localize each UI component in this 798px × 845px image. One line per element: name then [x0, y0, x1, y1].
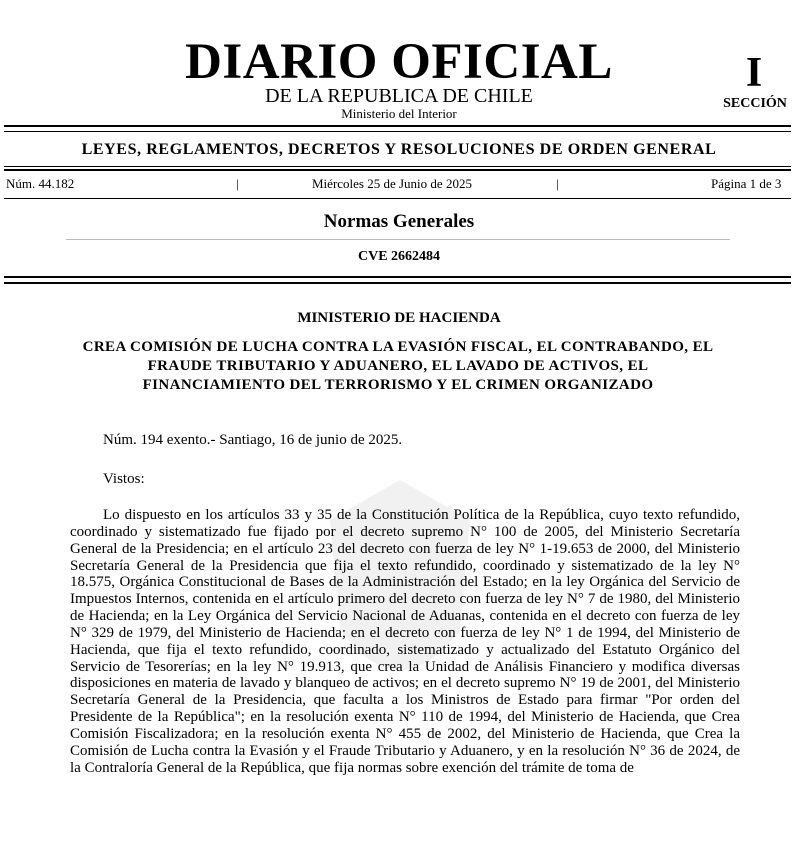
page-indicator: Página 1 de 3: [711, 176, 782, 191]
info-rule-bottom: [4, 198, 791, 199]
issuing-department: MINISTERIO DE HACIENDA: [297, 310, 501, 326]
cve-code: CVE 2662484: [357, 249, 441, 264]
newspaper-title: DIARIO OFICIAL: [185, 34, 613, 90]
section-numeral: I: [745, 50, 763, 96]
section-name-underline: [66, 239, 730, 240]
vistos-label: Vistos:: [103, 471, 145, 487]
info-separator: |: [236, 176, 239, 191]
section-band-heading: LEYES, REGLAMENTOS, DECRETOS Y RESOLUCIONES DE ORDEN GENERAL: [81, 141, 717, 158]
cve-rule-2: [4, 282, 791, 284]
header-rule-top-thin: [4, 131, 791, 132]
decree-line: Núm. 194 exento.- Santiago, 16 de junio de 2025.: [103, 432, 403, 448]
header-rule-top: [4, 125, 791, 127]
newspaper-subtitle: DE LA REPUBLICA DE CHILE: [265, 85, 533, 107]
section-label: SECCIÓN: [723, 96, 787, 111]
band-rule-bottom: [4, 166, 791, 167]
info-separator: |: [556, 176, 559, 191]
issue-date: Miércoles 25 de Junio de 2025: [312, 176, 472, 191]
band-rule-bottom-thick: [4, 169, 791, 171]
publisher-ministry: Ministerio del Interior: [341, 106, 457, 121]
section-name: Normas Generales: [323, 211, 475, 232]
cve-rule-1: [4, 276, 791, 278]
vistos-paragraph: Lo dispuesto en los artículos 33 y 35 de la Constitución Política de la República, cuyo texto refundido, coordinado y sistematizado fue fijado por el decreto supremo N° 100 de 2005, del Ministerio Secretaría General de la Presidencia; en el artículo 23 del decreto con fuerza de ley N° 1-19.653 de 2000, del Ministerio Secretaría General de la Presidencia que fija el texto refundido, coordinado y sistematizado de la ley N° 18.575, Orgánica Constitucional de Bases de la Administración del Estado; en la ley Orgánica del Servicio de Impuestos Internos, contenida en el artículo primero del decreto con fuerza de ley N° 7 de 1980, del Ministerio de Hacienda; en la Ley Orgánica del Servicio Nacional de Aduanas, contenida en el decreto con fuerza de ley N° 329 de 1979, del Ministerio de Hacienda; en el decreto con fuerza de ley N° 1 de 1994, del Ministerio de Hacienda, que fija el texto refundido, coordinado, sistematizado y actualizado del Estatuto Orgánico del Servicio de Tesorerías; en la ley N° 19.913, que crea la Unidad de Análisis Financiero y modifica diversas disposiciones en materia de lavado y blanqueo de activos; en el decreto supremo N° 19 de 2001, del Ministerio Secretaría General de la Presidencia, que faculta a los Ministros de Estado para firmar "Por orden del Presidente de la República"; en la resolución exenta N° 110 de 1994, del Ministerio de Hacienda, que Crea Comisión Fiscalizadora; en la resolución exenta N° 455 de 2002, del Ministerio de Hacienda, que Crea la Comisión de Lucha contra la Evasión y el Fraude Tributario y Aduanero, y en la resolución N° 36 de 2024, de la Contraloría General de la República, que fija normas sobre exención del trámite de toma de: [70, 507, 740, 776]
resolution-title: CREA COMISIÓN DE LUCHA CONTRA LA EVASIÓN FISCAL, EL CONTRABANDO, EL FRAUDE TRIBUTARIO Y ADUANERO, EL LAVADO DE ACTIVOS, EL FINANCIAMIENTO DEL TERRORISMO Y EL CRIMEN ORGANIZADO: [82, 339, 714, 393]
issue-number: Núm. 44.182: [6, 176, 75, 191]
